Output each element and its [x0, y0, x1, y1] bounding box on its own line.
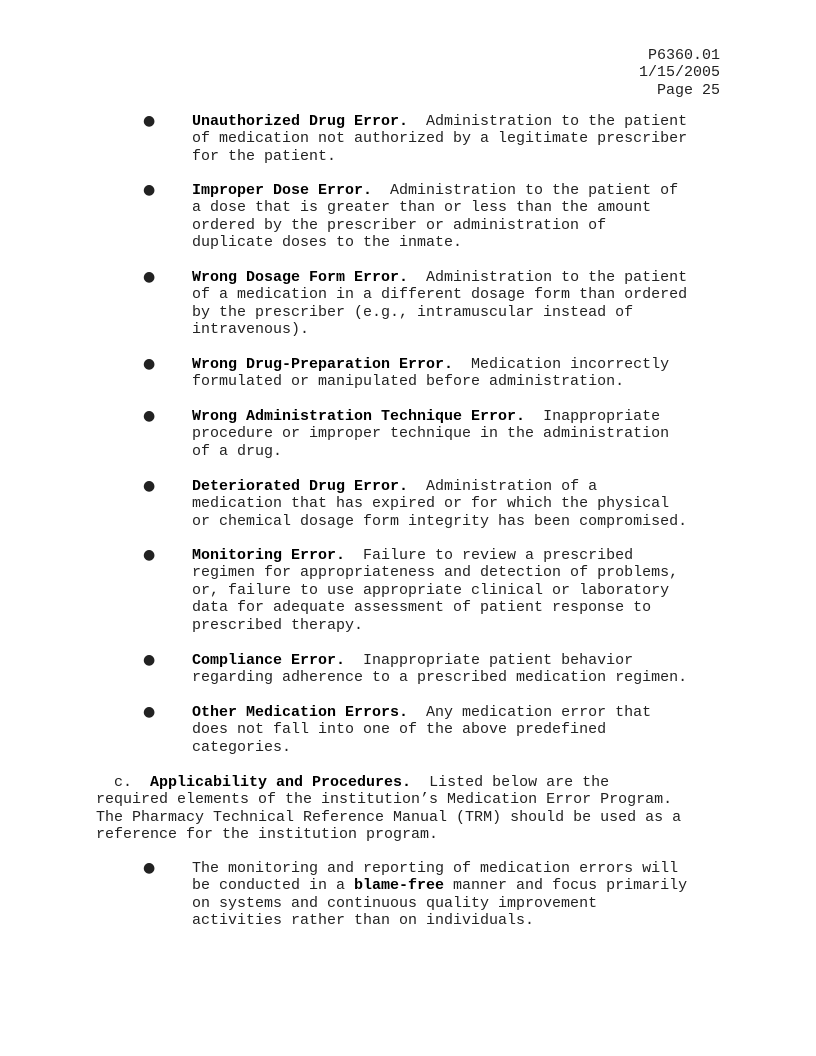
bullet-icon: ●	[143, 704, 156, 720]
bullet-text: The monitoring and reporting of medication errors will be conducted in a blame-free manner and focus primarily on systems and continuous quality improvement activities rather than on individuals.	[192, 860, 688, 930]
bullet-text: Wrong Dosage Form Error. Administration to the patient of a medication in a different dosage form than ordered by the prescriber (e.g., intramuscular instead of intravenous).	[192, 269, 688, 339]
bullet-icon: ●	[143, 113, 156, 129]
bullet-icon: ●	[143, 478, 156, 494]
bullet-text: Improper Dose Error. Administration to the patient of a dose that is greater than or less than the amount ordered by the prescriber or administration of duplicate doses to the inmate.	[192, 182, 679, 252]
bullet-icon: ●	[143, 182, 156, 198]
page-header	[639, 47, 720, 99]
document-date: 1/15/2005	[638, 64, 720, 82]
section-c-label: c.	[96, 774, 151, 791]
blame-free-emphasis: blame-free	[354, 877, 445, 895]
section-c-title: Applicability and Procedures.	[150, 774, 412, 791]
bullet-term: Monitoring Error.	[192, 547, 346, 564]
bullet-text: Wrong Drug-Preparation Error. Medication incorrectly formulated or manipulated before administration.	[192, 356, 670, 391]
bullet-term: Wrong Dosage Form Error.	[192, 269, 409, 286]
bullet-term: Unauthorized Drug Error.	[192, 113, 409, 130]
bullet-text: Unauthorized Drug Error. Administration to the patient of medication not authorized by a legitimate prescriber for the patient.	[192, 113, 688, 165]
bullet-icon: ●	[143, 547, 156, 563]
bullet-text: Monitoring Error. Failure to review a prescribed regimen for appropriateness and detection of problems, or, failure to use appropriate clinical or laboratory data for adequate assessment of patient response to prescribed therapy.	[192, 547, 679, 634]
bullet-term: Improper Dose Error.	[192, 182, 373, 199]
section-c-paragraph: c. Applicability and Procedures. Listed below are the required elements of the institution’s Medication Error Program. The Pharmacy Technical Reference Manual (TRM) should be used as a reference for the institution program.	[96, 774, 682, 844]
bullet-icon: ●	[143, 652, 156, 668]
bullet-text: Compliance Error. Inappropriate patient behavior regarding adherence to a prescribed medication regimen.	[192, 652, 688, 687]
document-number: P6360.01	[647, 47, 720, 64]
bullet-text: Deteriorated Drug Error. Administration of a medication that has expired or for which the physical or chemical dosage form integrity has been compromised.	[192, 478, 688, 530]
bullet-term: Wrong Administration Technique Error.	[192, 408, 526, 425]
bullet-icon: ●	[143, 356, 156, 372]
bullet-term: Deteriorated Drug Error.	[192, 478, 409, 495]
bullet-icon: ●	[143, 408, 156, 424]
bullet-text: Wrong Administration Technique Error. Inappropriate procedure or improper technique in the administration of a drug.	[192, 408, 670, 460]
bullet-icon: ●	[143, 269, 156, 285]
page-number: Page 25	[656, 81, 720, 99]
bullet-text: Other Medication Errors. Any medication error that does not fall into one of the above predefined categories.	[192, 704, 652, 756]
bullet-term: Compliance Error.	[192, 652, 346, 669]
bullet-term: Other Medication Errors.	[192, 704, 409, 721]
bullet-term: Wrong Drug-Preparation Error.	[192, 356, 454, 373]
bullet-icon: ●	[143, 860, 156, 876]
